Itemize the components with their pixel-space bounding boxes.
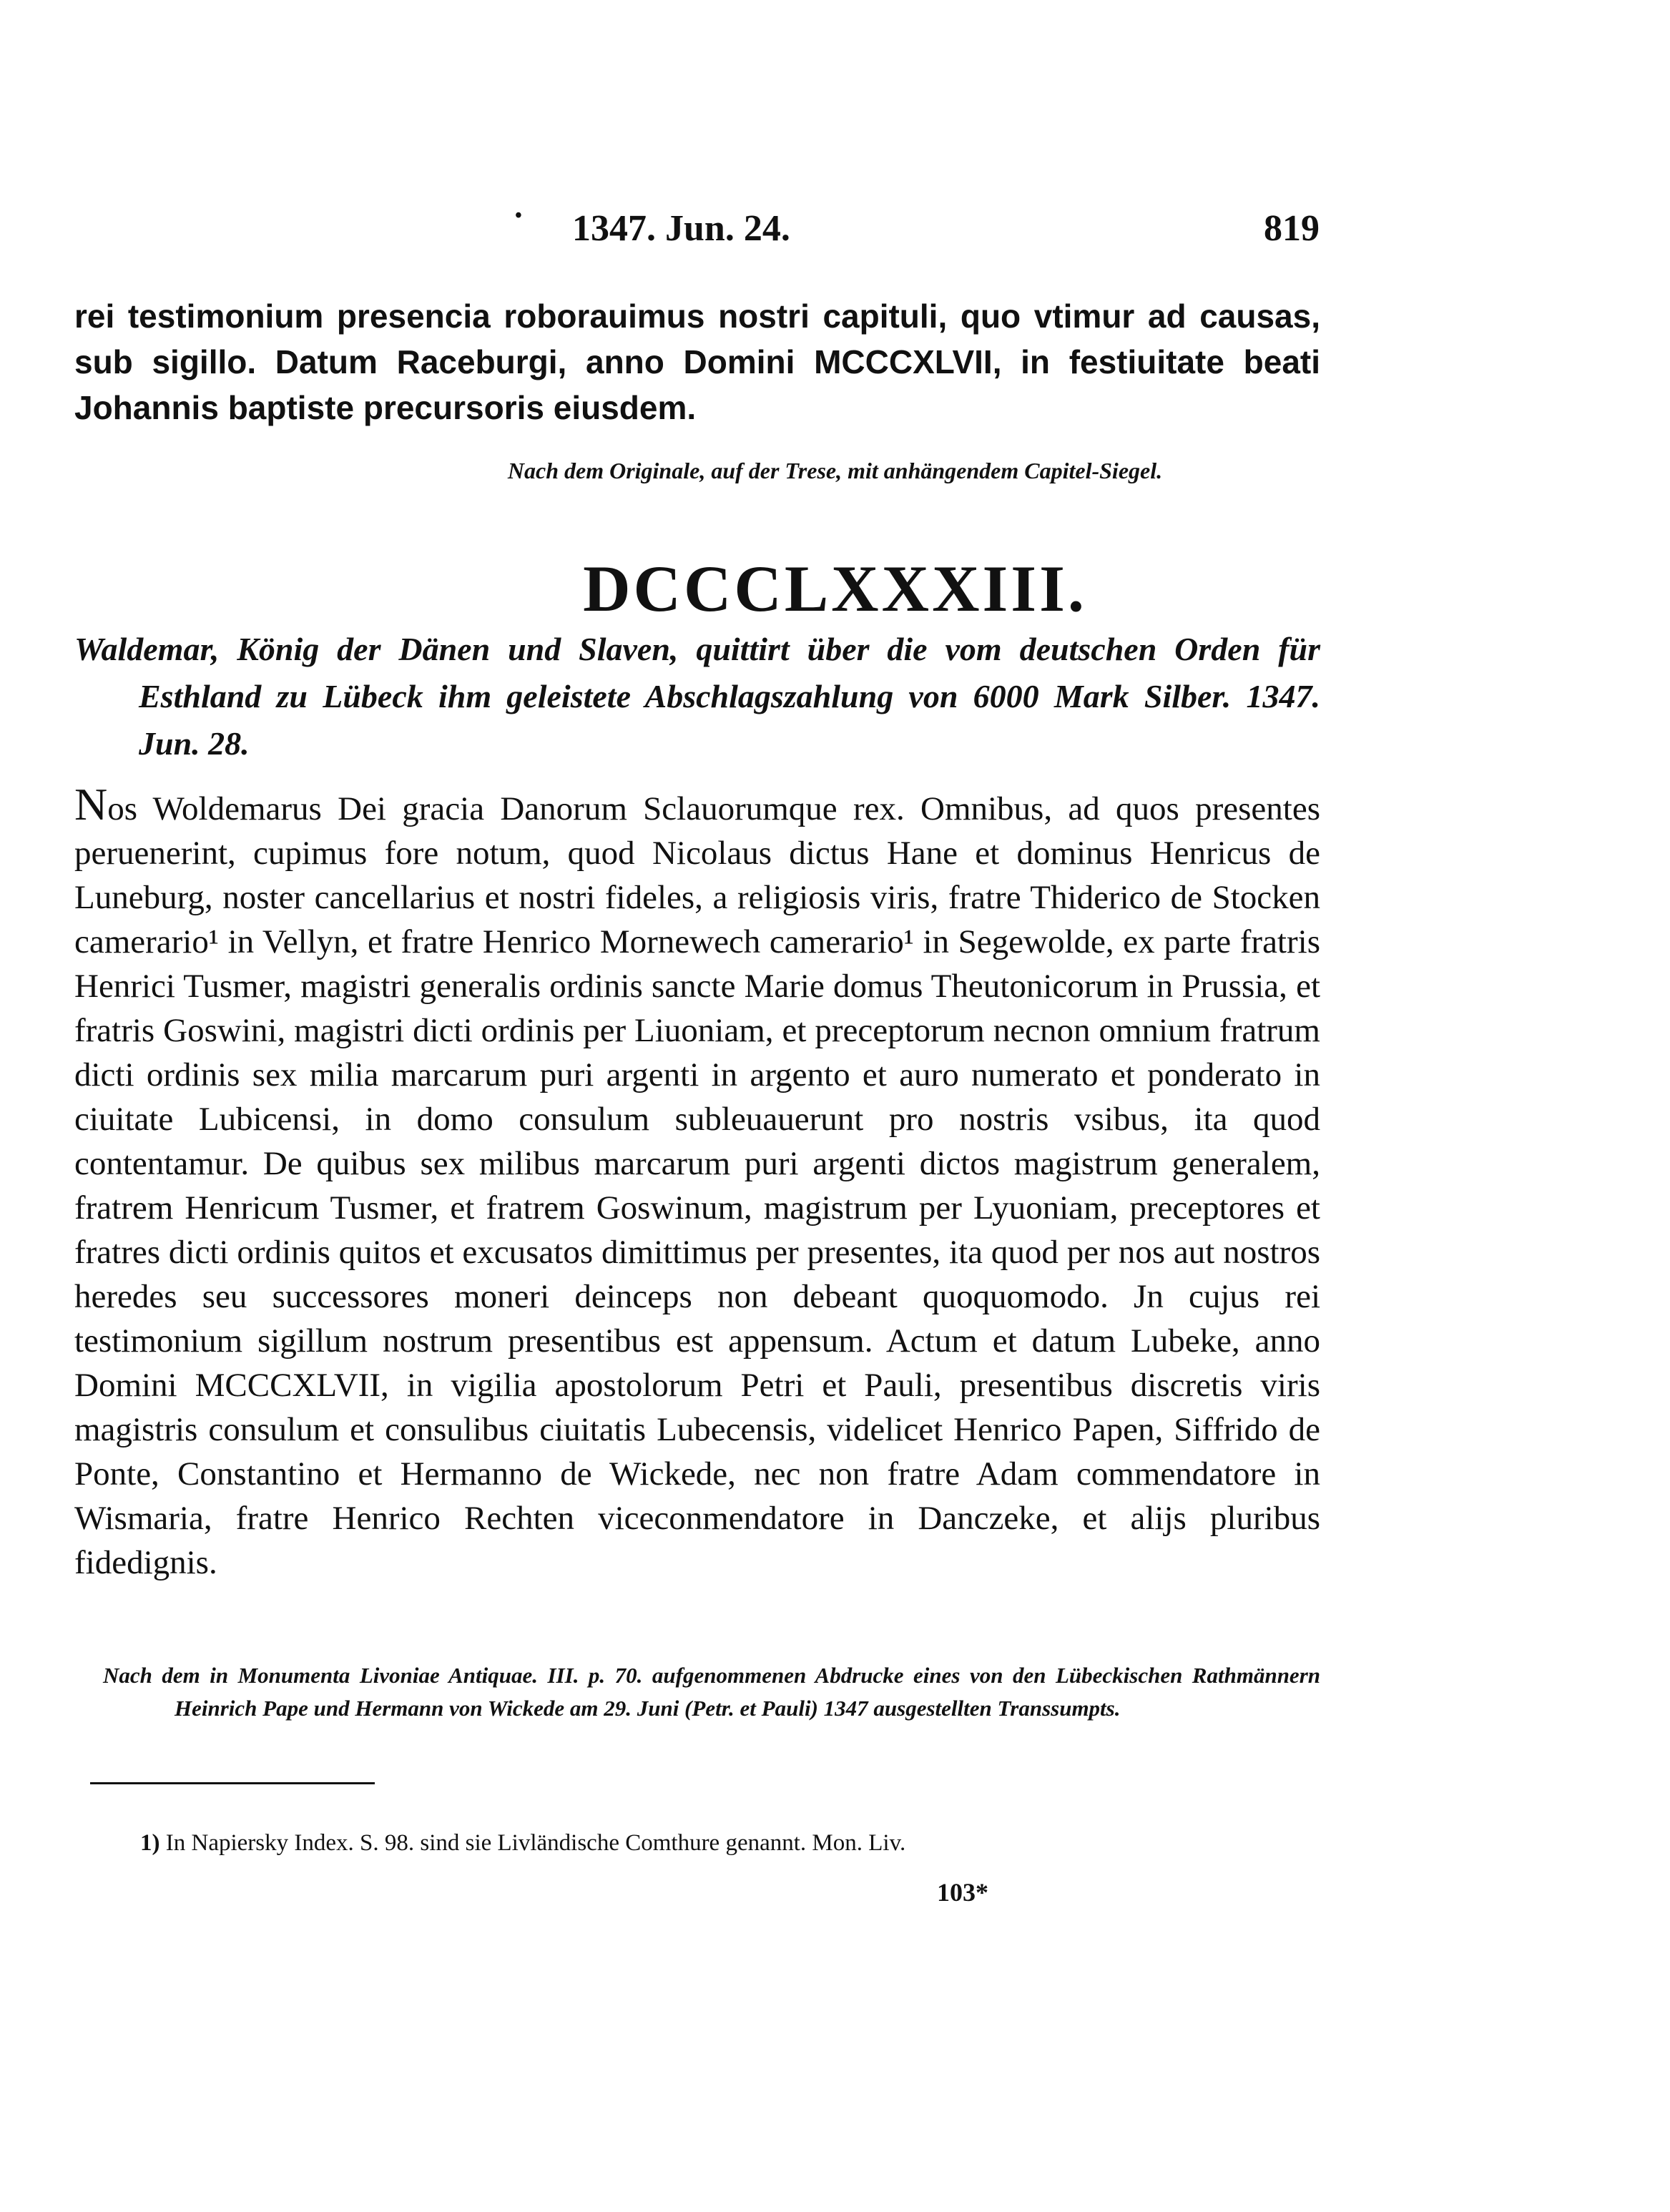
footnote [140,1827,1227,1859]
document-regest: Waldemar, König der Dänen und Slaven, quittirt über die vom deutschen Orden für Esthland zu Lübeck ihm geleistete Abschlagszahlung von 6000 Mark Silber. 1347. Jun. 28. [74,631,1320,762]
footnote-divider [90,1782,375,1784]
document-body [74,779,1320,1585]
previous-document-ending: rei testimonium presencia roborauimus nostri capituli, quo vtimur ad causas, sub sigillo. Datum Raceburgi, anno Domini MCCCXLVII, in festiuitate beati Johannis baptiste precursoris eiusdem. [74,298,1320,426]
footnote-mark: 1) [140,1830,160,1856]
header-date: 1347. Jun. 24. [572,208,790,249]
document-source-note: Nach dem in Monumenta Livoniae Antiquae. III. p. 70. aufgenommenen Abdrucke eines von den Lübeckischen Rathmännern Heinrich Pape und Hermann von Wickede am 29. Juni (Petr. et Pauli) 1347 ausgestellten Transsumpts. [103,1663,1320,1721]
body-initial: N [74,779,108,830]
previous-document-source: Nach dem Originale, auf der Trese, mit anhängendem Capitel-Siegel. [507,458,1163,483]
footnote-text: In Napiersky Index. S. 98. sind sie Livländische Comthure genannt. Mon. Liv. [165,1830,906,1856]
page-number: 819 [1264,208,1320,249]
sheet-signature: 103* [937,1878,988,1907]
header-marker: • [515,205,522,227]
running-head [0,200,1670,257]
document-number: DCCCLXXXIII. [583,552,1087,625]
body-text: os Woldemarus Dei gracia Danorum Sclauorumque rex. Omnibus, ad quos presentes peruenerint, cupimus fore notum, quod Nicolaus dictus Hane et dominus Henricus de Luneburg, noster cancellarius et nostri fideles, a religiosis viris, fratre Thiderico de Stocken camerario¹ in Vellyn, et fratre Henrico Mornewech camerario¹ in Segewolde, ex parte fratris Henrici Tusmer, magistri generalis ordinis sancte Marie domus Theutonicorum in Prussia, et fratris Goswini, magistri dicti ordinis per Liuoniam, et preceptorum necnon omnium fratrum dicti ordinis sex milia marcarum puri argenti in argento et auro numerato et ponderato in ciuitate Lubicensi, in domo consulum subleuauerunt pro nostris vsibus, ita quod contentamur. De quibus sex milibus marcarum puri argenti dictos magistrum generalem, fratrem Henricum Tusmer, et fratrem Goswinum, magistrum per Lyuoniam, preceptores et fratres dicti ordinis quitos et excusatos dimittimus per presentes, ita quod per nos aut nostros heredes seu successores moneri deinceps non debeant quoquomodo. Jn cujus rei testimonium sigillum nostrum presentibus est appensum. Actum et datum Lubeke, anno Domini MCCCXLVII, in vigilia apostolorum Petri et Pauli, presentibus discretis viris magistris consulum et consulibus ciuitatis Lubecensis, videlicet Henrico Papen, Siffrido de Ponte, Constantino et Hermanno de Wickede, nec non fratre Adam commendatore in Wismaria, fratre Henrico Rechten viceconmendatore in Danczeke, et alijs pluribus fidedignis. [74,790,1320,1581]
